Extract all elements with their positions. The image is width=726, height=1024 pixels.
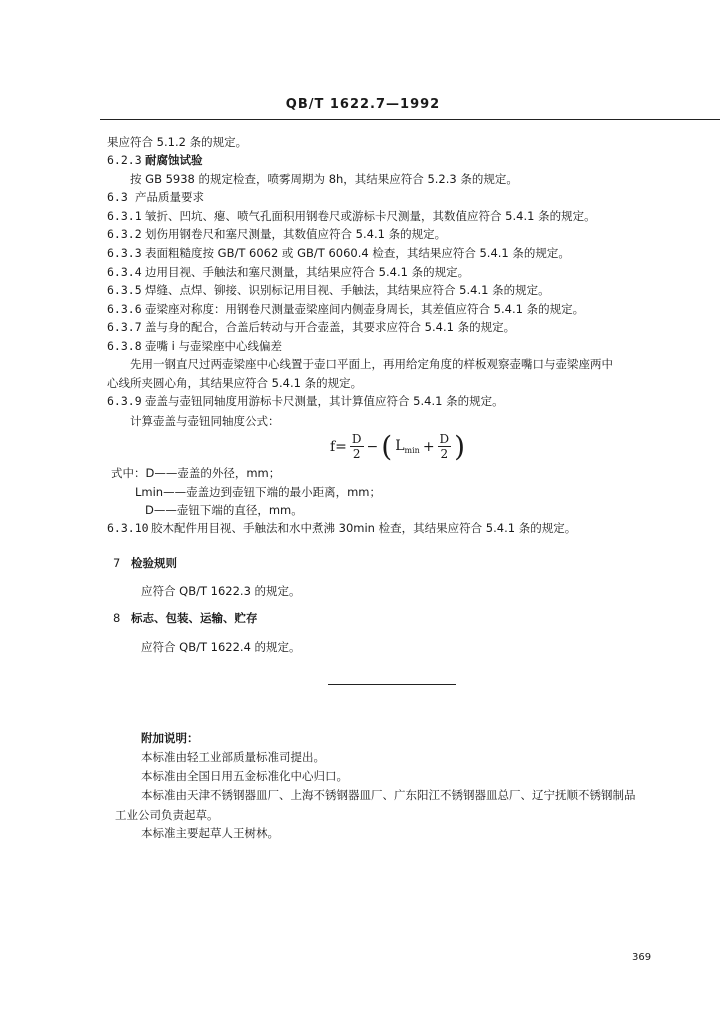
end-rule <box>328 684 456 685</box>
where-d-knob: D——壶钮下端的直径，mm。 <box>145 503 303 517</box>
line-continuation: 果应符合 5.1.2 条的规定。 <box>107 135 248 149</box>
note-line-5: 本标准主要起草人王树林。 <box>141 826 279 840</box>
clause-6-3-2: 6.3.2 划伤用钢卷尺和塞尺测量，其数值应符合 5.4.1 条的规定。 <box>107 227 447 241</box>
clause-6-3-9: 6.3.9 壶盖与壶钮同轴度用游标卡尺测量，其计算值应符合 5.4.1 条的规定。 <box>107 394 504 408</box>
notes-title: 附加说明： <box>141 731 199 745</box>
note-line-3: 本标准由天津不锈钢器皿厂、上海不锈钢器皿厂、广东阳江不锈钢器皿总厂、辽宁抚顺不锈钢制品 <box>141 788 636 802</box>
clause-6-3-10: 6.3.10 胶木配件用目视、手触法和水中煮沸 30min 检查，其结果应符合 5.4.1 条的规定。 <box>107 521 577 535</box>
clause-6-2-3: 6.2.3 耐腐蚀试验 <box>107 153 203 167</box>
formula-intro: 计算壶盖与壶钮同轴度公式： <box>130 414 280 428</box>
clause-6-2-3-body: 按 GB 5938 的规定检查，喷雾周期为 8h，其结果应符合 5.2.3 条的规定。 <box>130 172 518 186</box>
section-7-heading: 7 检验规则 <box>113 556 177 570</box>
clause-6-3: 6.3 产品质量要求 <box>107 190 204 204</box>
standard-number-header: QB/T 1622.7—1992 <box>285 97 441 112</box>
header-rule <box>100 119 720 120</box>
clause-6-3-7: 6.3.7 盖与身的配合，合盖后转动与开合壶盖，其要求应符合 5.4.1 条的规定。 <box>107 320 516 334</box>
coaxiality-formula: f= $\frac{D}{2}$ − ( $L_{min}$ + $\frac{D}{2}$ ) <box>330 429 466 463</box>
note-line-4: 工业公司负责起草。 <box>115 808 219 822</box>
clause-6-3-6: 6.3.6 壶梁座对称度：用钢卷尺测量壶梁座间内侧壶身周长，其差值应符合 5.4.1 条的规定。 <box>107 302 585 316</box>
where-l-min: Lmin——壶盖边到壶钮下端的最小距离，mm； <box>135 485 381 499</box>
section-8-body: 应符合 QB/T 1622.4 的规定。 <box>141 640 301 654</box>
clause-6-3-8-body-2: 心线所夹圆心角，其结果应符合 5.4.1 条的规定。 <box>107 376 363 390</box>
clause-6-3-5: 6.3.5 焊缝、点焊、铆接、识别标记用目视、手触法，其结果应符合 5.4.1 条的规定。 <box>107 283 550 297</box>
section-7-body: 应符合 QB/T 1622.3 的规定。 <box>141 584 301 598</box>
clause-6-3-8-body-1: 先用一钢直尺过两壶梁座中心线置于壶口平面上，再用给定角度的样板观察壶嘴口与壶梁座两中 <box>130 357 613 371</box>
section-8-heading: 8 标志、包装、运输、贮存 <box>113 611 258 625</box>
clause-6-3-1: 6.3.1 皱折、凹坑、瘪、喷气孔面积用钢卷尺或游标卡尺测量，其数值应符合 5.4.1 条的规定。 <box>107 209 596 223</box>
where-d-outer: 式中：D——壶盖的外径，mm； <box>111 466 281 480</box>
page-number: 369 <box>632 952 652 963</box>
clause-6-3-4: 6.3.4 边用目视、手触法和塞尺测量，其结果应符合 5.4.1 条的规定。 <box>107 265 470 279</box>
clause-6-3-8: 6.3.8 壶嘴 i 与壶梁座中心线偏差 <box>107 339 283 353</box>
note-line-1: 本标准由轻工业部质量标准司提出。 <box>141 750 325 764</box>
clause-6-3-3: 6.3.3 表面粗糙度按 GB/T 6062 或 GB/T 6060.4 检查，其结果应符合 5.4.1 条的规定。 <box>107 246 570 260</box>
note-line-2: 本标准由全国日用五金标准化中心归口。 <box>141 769 348 783</box>
